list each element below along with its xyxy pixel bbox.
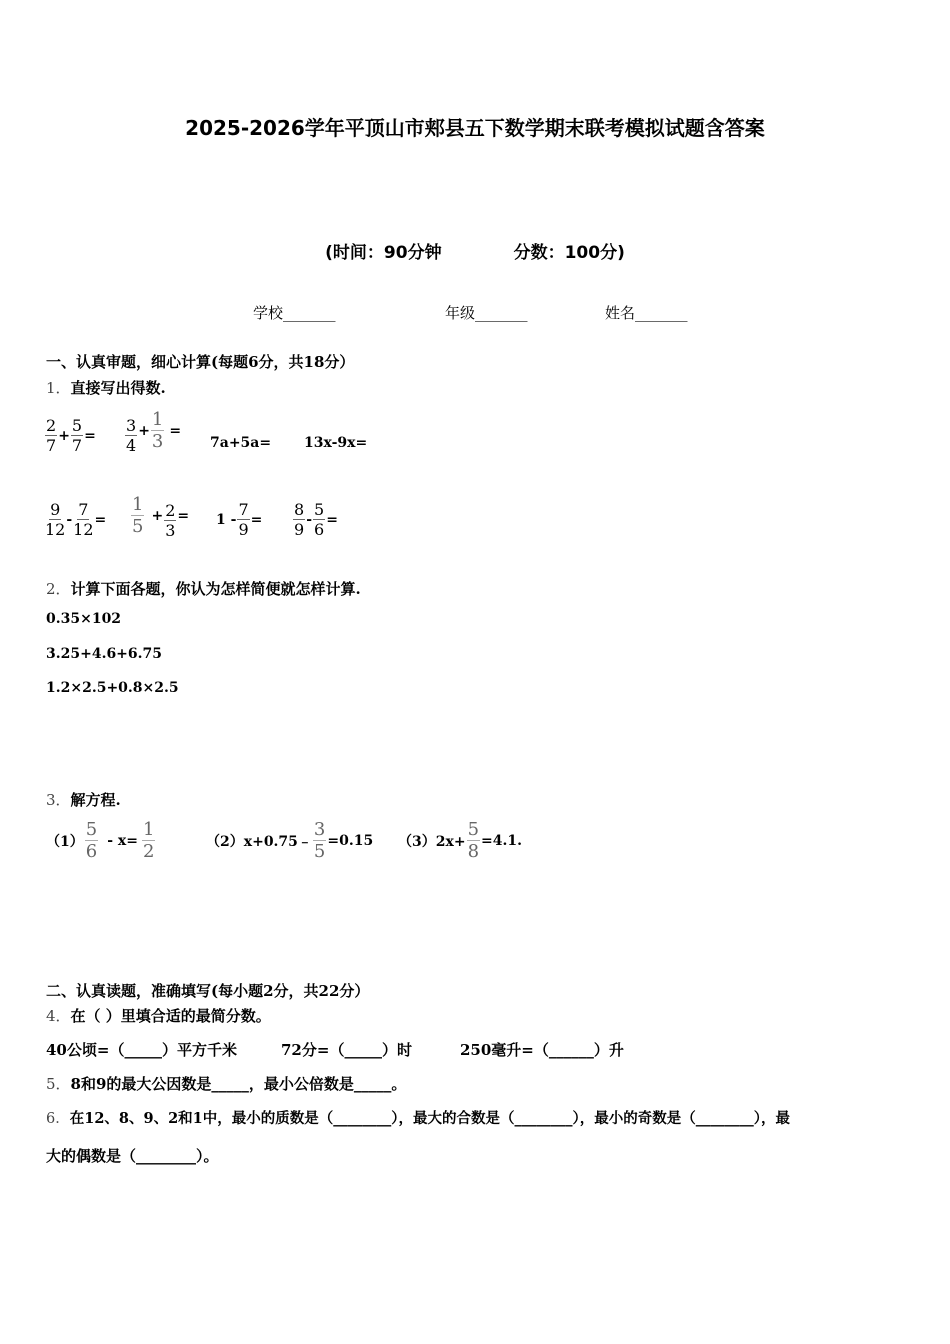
question-number: 3． xyxy=(46,791,71,809)
question-number: 5． xyxy=(46,1075,71,1093)
fraction: $\frac{1}{5}$ xyxy=(132,494,144,537)
question-1 xyxy=(46,377,166,398)
calc-item: 1.2×2.5+0.8×2.5 xyxy=(46,680,179,696)
fraction: $\frac{5}{6}$ xyxy=(314,500,325,539)
exam-meta xyxy=(0,238,950,263)
equation-2: （2）x+0.75﹣ $\frac{3}{5}$ =0.15 xyxy=(206,819,374,862)
question-5 xyxy=(46,1073,406,1094)
grade-field: 年级_______ xyxy=(445,304,528,322)
calc-2b: $\frac{1}{5}$ + $\frac{2}{3}$ = xyxy=(132,494,190,540)
calc-item: 0.35×102 xyxy=(46,611,122,627)
fraction: $\frac{8}{9}$ xyxy=(294,500,305,539)
calc-2d: $\frac{8}{9}$ - $\frac{5}{6}$ = xyxy=(294,500,338,539)
equation-3: （3）2x+ $\frac{5}{8}$ =4.1. xyxy=(398,819,522,862)
fraction: $\frac{7}{9}$ xyxy=(238,500,249,539)
section-1-heading: 一、认真审题，细心计算(每题6分，共18分） xyxy=(46,353,355,371)
question-2 xyxy=(46,578,361,599)
time-limit: (时间：90分钟 xyxy=(325,243,442,263)
calc-2c: 1 - $\frac{7}{9}$ = xyxy=(216,500,263,539)
question-text: 直接写出得数. xyxy=(70,379,166,397)
fraction: $\frac{1}{2}$ xyxy=(142,819,155,862)
calc-1b: $\frac{3}{4}$ + $\frac{1}{3}$ = xyxy=(126,409,182,455)
fraction: $\frac{9}{12}$ xyxy=(45,500,66,539)
calc-1c: 7a+5a= xyxy=(210,435,272,451)
fraction: $\frac{2}{3}$ xyxy=(165,501,176,540)
fraction: $\frac{1}{3}$ xyxy=(151,409,164,452)
section-2-heading: 二、认真读题，准确填写(每小题2分，共22分） xyxy=(46,982,370,1000)
fraction: $\frac{7}{12}$ xyxy=(73,500,94,539)
calc-1d: 13x-9x= xyxy=(304,435,368,451)
question-6-continued: 大的偶数是（________）。 xyxy=(46,1147,219,1165)
question-3 xyxy=(46,789,121,810)
fill-blank: 72分=（_____）时 xyxy=(281,1041,412,1059)
name-field: 姓名_______ xyxy=(605,304,688,322)
fill-blank: 40公顷=（_____）平方千米 xyxy=(46,1041,237,1059)
question-number: 1． xyxy=(46,379,71,397)
total-score: 分数：100分) xyxy=(513,243,625,263)
fraction: $\frac{5}{7}$ xyxy=(71,416,83,455)
question-text: 8和9的最大公因数是_____，最小公倍数是_____。 xyxy=(70,1075,407,1093)
question-text: 解方程. xyxy=(70,791,121,809)
fraction: $\frac{3}{5}$ xyxy=(313,819,326,862)
school-field: 学校_______ xyxy=(253,304,336,322)
fill-blank: 250毫升=（______）升 xyxy=(460,1041,624,1059)
calc-item: 3.25+4.6+6.75 xyxy=(46,646,163,662)
question-6 xyxy=(46,1107,790,1128)
page-title: 2025-2026学年平顶山市郏县五下数学期末联考模拟试题含答案 xyxy=(185,116,765,140)
fraction: $\frac{5}{6}$ xyxy=(85,819,98,862)
question-text: 在（ ）里填合适的最简分数。 xyxy=(70,1007,271,1025)
equation-1: （1） $\frac{5}{6}$ - x= $\frac{1}{2}$ xyxy=(46,819,155,862)
question-number: 6． xyxy=(46,1111,70,1127)
fraction: $\frac{5}{8}$ xyxy=(467,819,480,862)
question-text: 计算下面各题，你认为怎样简便就怎样计算. xyxy=(70,580,361,598)
fraction: $\frac{3}{4}$ xyxy=(126,416,137,455)
calc-2a: $\frac{9}{12}$ - $\frac{7}{12}$ = xyxy=(45,500,107,539)
question-text: 在12、8、9、2和1中，最小的质数是（________），最大的合数是（________），最小的奇数是（________），最 xyxy=(69,1110,791,1127)
question-number: 2． xyxy=(46,580,71,598)
question-4 xyxy=(46,1005,271,1026)
calc-1a: $\frac{2}{7}$ + $\frac{5}{7}$ = xyxy=(46,416,96,455)
question-number: 4． xyxy=(46,1007,71,1025)
fraction: $\frac{2}{7}$ xyxy=(46,416,57,455)
